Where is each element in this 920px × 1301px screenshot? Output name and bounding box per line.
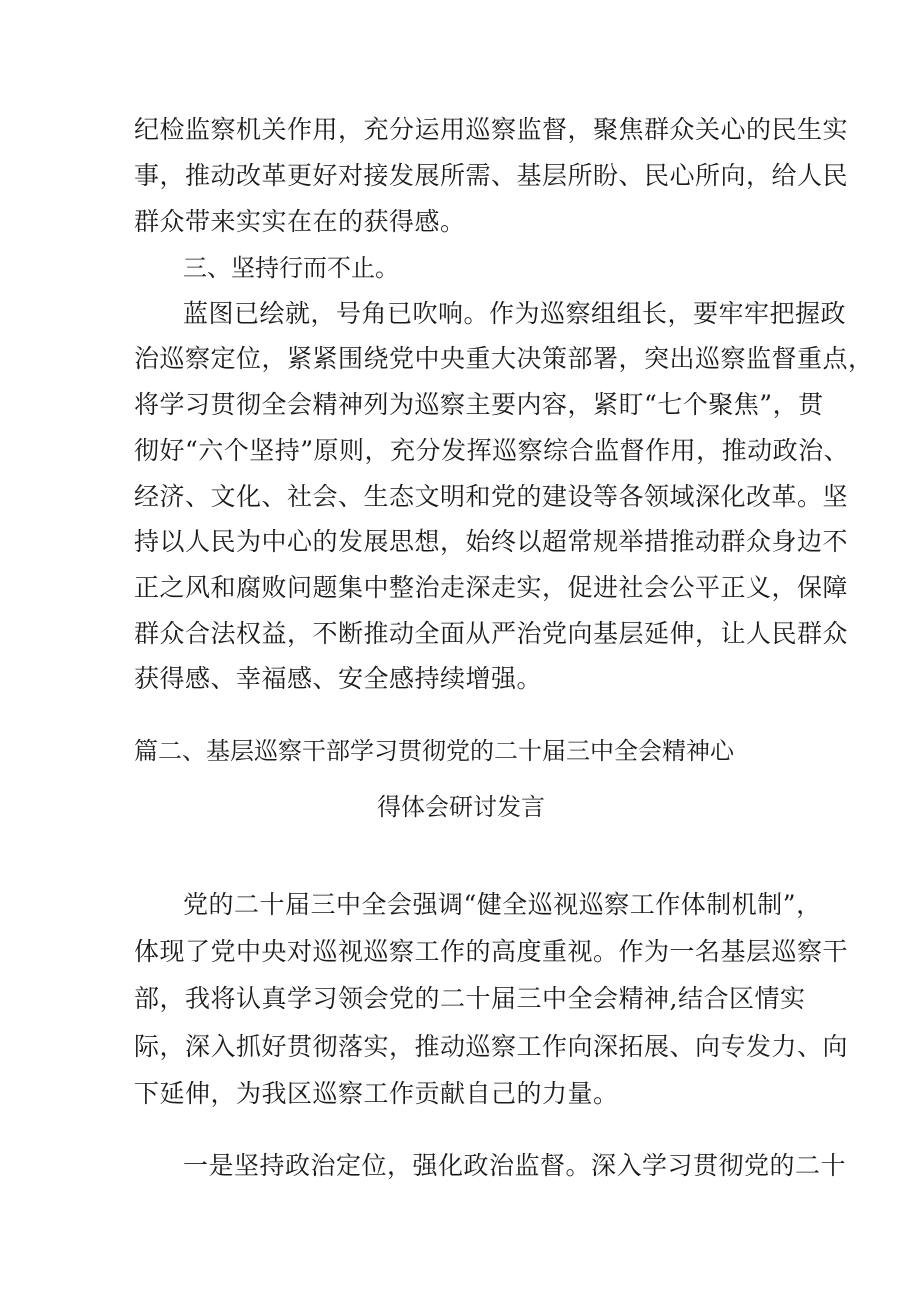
- section-heading: 三、坚持行而不止。: [183, 254, 399, 282]
- paragraph-line: 治巡察定位，紧紧围绕党中央重大决策部署，突出巡察监督重点，: [134, 344, 874, 373]
- paragraph-line: 持以人民为中心的发展思想，始终以超常规举措推动群众身边不: [134, 527, 849, 556]
- paragraph-line: 将学习贯彻全会精神列为巡察主要内容，紧盯“七个聚焦”，贯: [134, 390, 824, 419]
- article-title-line1: 篇二、基层巡察干部学习贯彻党的二十届三中全会精神心: [134, 737, 734, 765]
- paragraph-line: 蓝图已绘就，号角已吹响。作为巡察组组长，要牢牢把握政: [183, 299, 847, 328]
- paragraph-line: 获得感、幸福感、安全感持续增强。: [134, 664, 543, 693]
- paragraph-line: 事，推动改革更好对接发展所需、基层所盼、民心所向，给人民: [134, 161, 849, 190]
- paragraph-line: 一是坚持政治定位，强化政治监督。深入学习贯彻党的二十: [183, 1151, 847, 1180]
- article-title-line2: 得体会研讨发言: [377, 793, 545, 821]
- paragraph-line: 际，深入抓好贯彻落实，推动巡察工作向深拓展、向专发力、向: [134, 1032, 849, 1061]
- paragraph-line: 部，我将认真学习领会党的二十届三中全会精神,结合区情实: [134, 984, 806, 1013]
- paragraph-line: 纪检监察机关作用，充分运用巡察监督，聚焦群众关心的民生实: [134, 115, 849, 144]
- paragraph-line: 彻好“六个坚持”原则，充分发挥巡察综合监督作用，推动政治、: [134, 436, 850, 465]
- paragraph-line: 体现了党中央对巡视巡察工作的高度重视。作为一名基层巡察干: [134, 937, 849, 966]
- paragraph-line: 群众合法权益，不断推动全面从严治党向基层延伸，让人民群众: [134, 619, 849, 648]
- paragraph-line: 经济、文化、社会、生态文明和党的建设等各领域深化改革。坚: [134, 482, 849, 511]
- paragraph-line: 正之风和腐败问题集中整治走深走实，促进社会公平正义，保障: [134, 573, 849, 602]
- paragraph-line: 党的二十届三中全会强调“健全巡视巡察工作体制机制”，: [183, 890, 822, 919]
- paragraph-line: 群众带来实实在在的获得感。: [134, 207, 466, 236]
- paragraph-line: 下延伸，为我区巡察工作贡献自己的力量。: [134, 1079, 619, 1108]
